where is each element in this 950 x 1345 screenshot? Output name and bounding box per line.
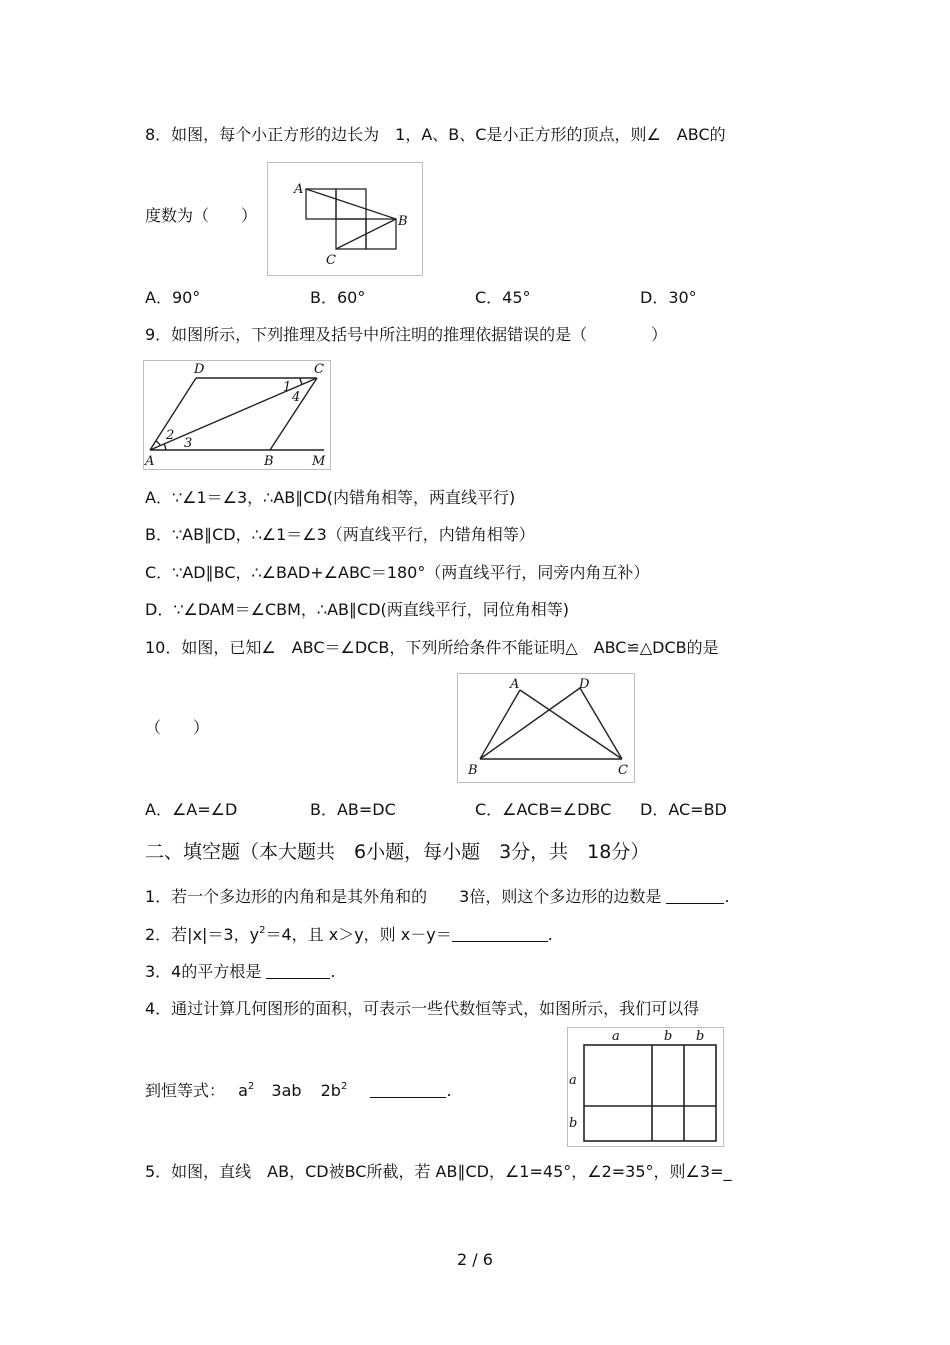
q4-top-label-a: a [612,1029,620,1044]
fill-q1-text: 1．若一个多边形的内角和是其外角和的 3倍，则这个多边形的边数是 [145,887,662,906]
q4-figure [567,1027,724,1147]
q10-paren: （ ） [145,718,210,737]
q9-label-c: C [314,362,324,377]
q8-label-b: B [398,214,408,229]
fill-q1 [145,887,730,907]
q4-top-label-b1: b [664,1029,673,1044]
q10-label-d: D [579,677,590,692]
q10-option-c: C．∠ACB=∠DBC [475,800,612,819]
q9-label-m: M [312,454,326,469]
fill-q2-suffix: ＝4，且 x＞y，则 x－y＝ [265,925,452,944]
fill-q2-prefix: 2．若|x|＝3，y [145,925,260,944]
fill-q3-end: . [330,962,336,981]
page-number: 2 / 6 [457,1250,493,1269]
q9-label-2: 2 [166,428,175,443]
fill-q4-text: 4．通过计算几何图形的面积，可表示一些代数恒等式，如图所示，我们可以得 [145,999,700,1018]
fill-q3 [145,962,336,982]
q8-stem: 8．如图，每个小正方形的边长为 1，A、B、C是小正方形的顶点，则∠ ABC的 [145,125,726,144]
q9-figure [143,360,331,470]
q4-side-label-b: b [569,1116,578,1131]
q9-option-a: A．∵∠1＝∠3，∴AB∥CD(内错角相等，两直线平行) [145,488,516,507]
fill-q4-a-exponent: 2 [247,1081,255,1092]
fill-q5-text: 5．如图，直线 AB，CD被BC所截，若 AB∥CD，∠1=45°，∠2=35°，则∠3=_ [145,1162,732,1181]
fill-q2-end: . [547,925,553,944]
q10-option-d: D．AC=BD [640,800,727,819]
q8-grid-svg [268,163,422,275]
fill-q2-exponent: 2 [259,925,266,936]
q9-option-c: C．∵AD∥BC，∴∠BAD+∠ABC＝180°（两直线平行，同旁内角互补） [145,563,650,582]
q9-label-4: 4 [292,390,301,405]
fill-q4-prefix: 到恒等式： [145,1081,226,1100]
q8-option-c: C．45° [475,288,531,307]
section-heading: 二、填空题（本大题共 6小题，每小题 3分，共 18分） [145,841,650,863]
fill-q1-end: . [724,887,730,906]
q8-option-d: D．30° [640,288,697,307]
fill-q4-mid: 3ab [271,1081,302,1100]
q9-label-a: A [145,454,155,469]
fill-q2-blank [452,926,548,942]
fill-q4-b-exponent: 2 [340,1081,348,1092]
q10-figure [457,673,635,783]
fill-q4-end: . [446,1081,452,1100]
q4-area-svg [568,1028,723,1146]
fill-q3-text: 3．4的平方根是 [145,962,262,981]
q8-label-c: C [326,253,336,268]
q10-stem: 10．如图，已知∠ ABC＝∠DCB，下列所给条件不能证明△ ABC≌△DCB的是 [145,638,719,657]
q8-stem-2: 度数为（ ） [145,206,258,225]
q9-option-b: B．∵AB∥CD，∴∠1＝∠3（两直线平行，内错角相等） [145,525,535,544]
q4-top-label-b2: b [696,1029,705,1044]
q9-label-d: D [194,362,205,377]
q10-option-a: A．∠A=∠D [145,800,238,819]
fill-q4-b: 2b [320,1081,341,1100]
q9-label-1: 1 [283,380,292,395]
q4-side-label-a: a [569,1073,577,1088]
fill-q4-a: a [238,1081,248,1100]
q9-label-3: 3 [184,436,193,451]
fill-q4-identity [145,1081,452,1101]
q8-option-a: A．90° [145,288,201,307]
q9-parallelogram-svg [144,361,330,469]
fill-q4-blank [370,1082,446,1098]
q8-label-a: A [294,182,304,197]
fill-q3-blank [266,963,330,979]
q10-option-b: B．AB=DC [310,800,396,819]
fill-q1-blank [666,888,724,904]
q8-figure [267,162,423,276]
q9-option-d: D．∵∠DAM＝∠CBM，∴AB∥CD(两直线平行，同位角相等) [145,600,570,619]
q10-triangles-svg [458,674,634,782]
q9-label-b: B [264,454,274,469]
q8-option-b: B．60° [310,288,366,307]
q10-label-c: C [618,763,628,778]
fill-q2 [145,925,553,945]
q10-label-b: B [468,763,478,778]
q9-stem: 9．如图所示，下列推理及括号中所注明的推理依据错误的是（ ） [145,325,668,344]
q10-label-a: A [510,677,520,692]
